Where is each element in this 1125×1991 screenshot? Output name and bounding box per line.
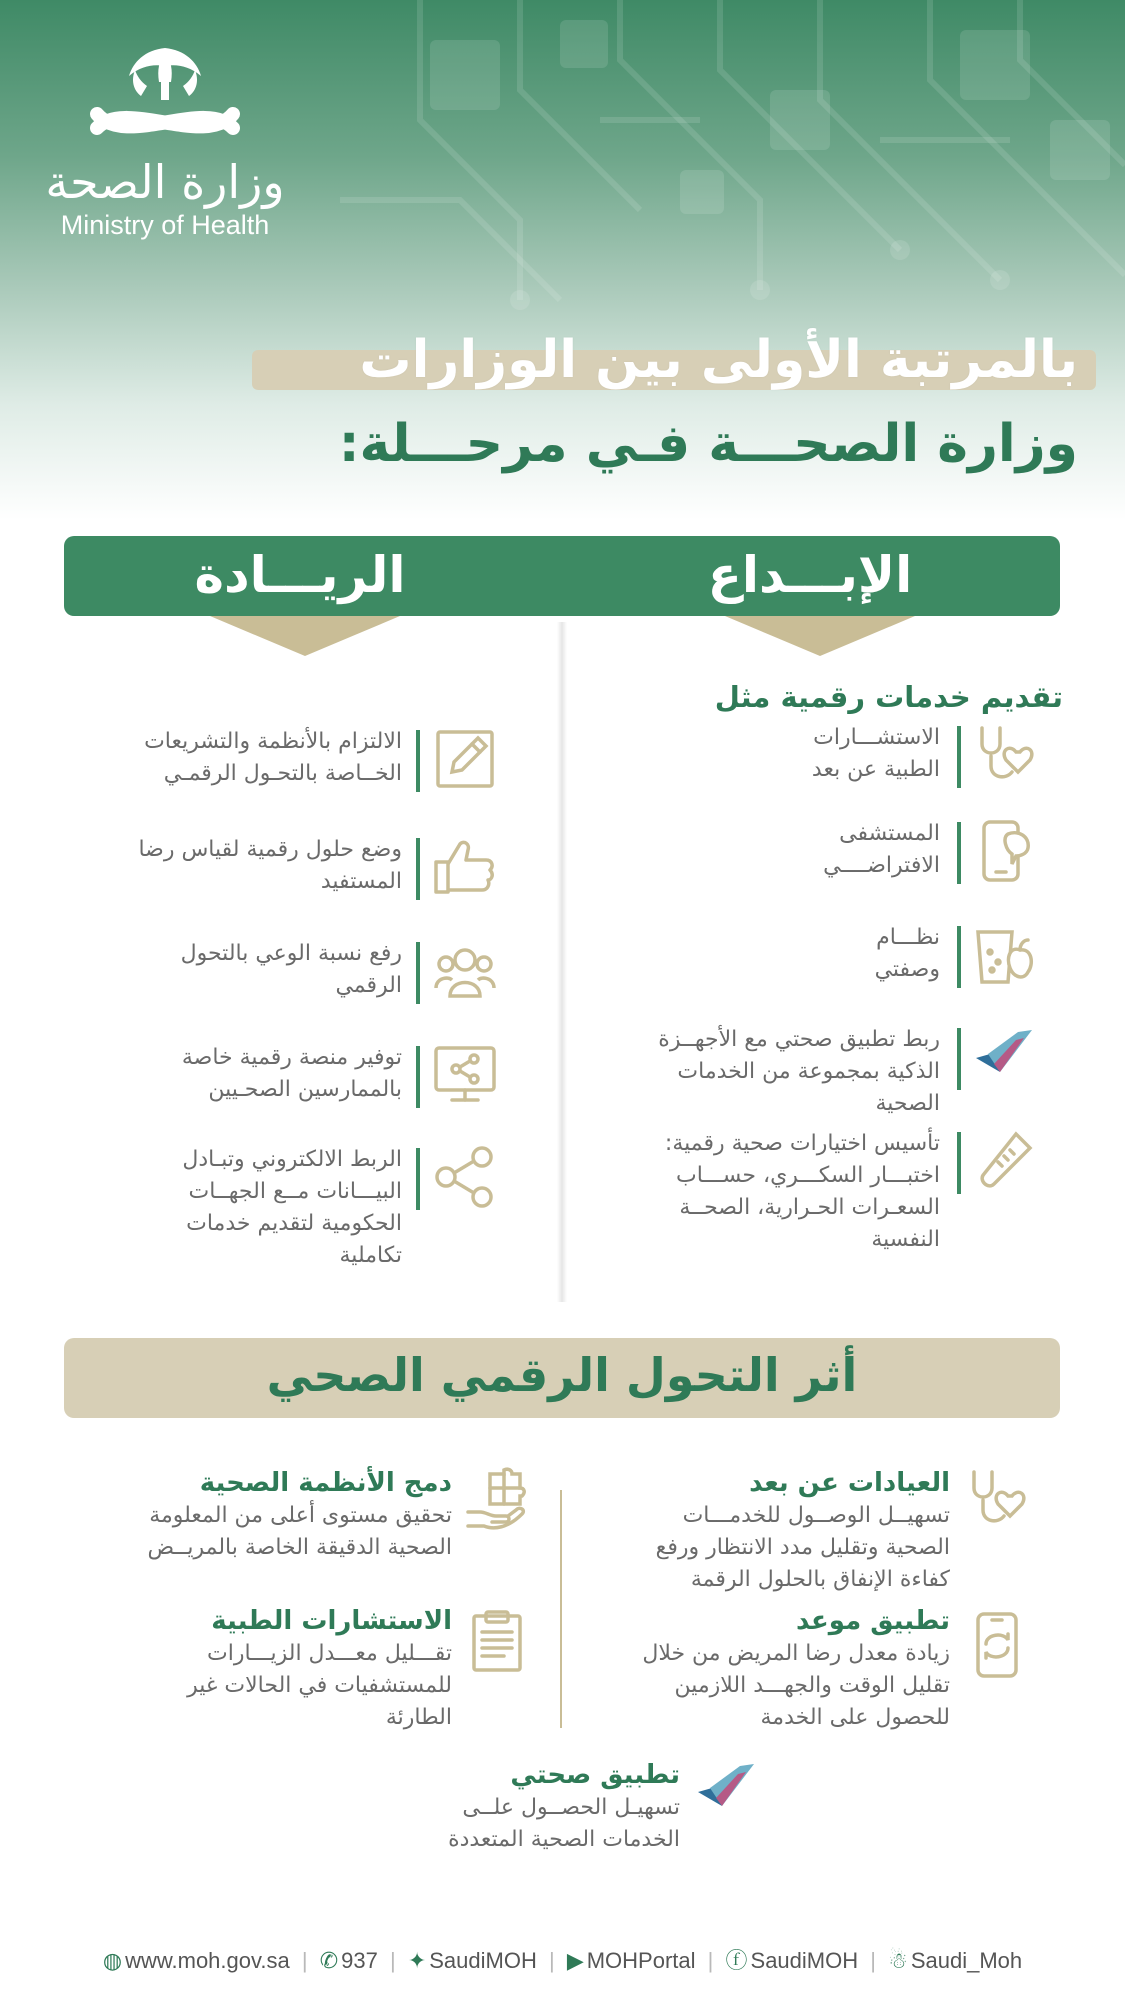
- clipboard-icon: [464, 1608, 530, 1674]
- item-text: [80, 834, 402, 898]
- list-item: [80, 726, 500, 796]
- item-accent-bar: [957, 726, 961, 788]
- impact-line: الطارئة: [385, 1705, 452, 1730]
- item-text: [600, 1128, 940, 1256]
- item-line: الذكية بمجموعة من الخدمات: [677, 1059, 940, 1084]
- list-item: [80, 834, 500, 904]
- impact-line: تقليل الوقت والجهـــد اللازمين: [674, 1673, 950, 1698]
- logo-english-text: Ministry of Health: [60, 210, 270, 240]
- logo-arabic-text: وزارة الصحة: [45, 155, 285, 209]
- impact-text: [580, 1604, 950, 1734]
- share-network-icon: [432, 1144, 498, 1210]
- item-line: ربط تطبيق صحتي مع الأجهــزة: [658, 1027, 940, 1052]
- item-line: الالتزام بالأنظمة والتشريعات: [144, 729, 402, 754]
- impact-line: تسهيـل الحصــول علــى: [462, 1795, 680, 1820]
- column-title-innovation: الإبـــداع: [707, 546, 913, 604]
- impact-text: [60, 1466, 452, 1564]
- footer-facebook-link[interactable]: SaudiMOH: [750, 1948, 859, 1973]
- phone-sync-icon: [964, 1612, 1030, 1678]
- impact-line: الصحية الدقيقة الخاصة بالمريــض: [147, 1535, 452, 1560]
- item-line: رفع نسبة الوعي بالتحول: [180, 941, 402, 966]
- smartphone-chat-icon: [972, 818, 1038, 884]
- item-line: الطبية عن بعد: [811, 757, 940, 782]
- list-item: [80, 1144, 500, 1274]
- item-line: بالممارسين الصحـيين: [208, 1077, 402, 1102]
- right-column-pointer: [725, 616, 915, 656]
- impact-divider: [560, 1490, 562, 1728]
- headline-line-1: بالمرتبة الأولى بين الوزارات: [359, 330, 1078, 390]
- impact-line: الصحية وتقليل مدد الانتظار ورفع: [655, 1535, 950, 1560]
- footer-snapchat-link[interactable]: Saudi_Moh: [910, 1948, 1023, 1973]
- item-accent-bar: [957, 1132, 961, 1194]
- list-item: [80, 938, 500, 1008]
- list-item: [80, 1042, 500, 1112]
- puzzle-hand-icon: [464, 1466, 530, 1532]
- item-text: [80, 1042, 402, 1106]
- list-item: [600, 1024, 1060, 1124]
- list-item: [600, 818, 1060, 888]
- footer-youtube-link[interactable]: MOHPortal: [586, 1948, 696, 1973]
- phone-icon: ✆: [319, 1948, 339, 1973]
- globe-icon: ◍: [102, 1948, 123, 1973]
- item-line: الاستشـــارات: [813, 725, 940, 750]
- impact-line: تحقيق مستوى أعلى من المعلومة: [149, 1503, 452, 1528]
- snapchat-icon: ☃: [888, 1948, 908, 1973]
- item-text: [620, 818, 940, 882]
- impact-line: كفاءة الإنفاق بالحلول الرقمة: [690, 1567, 950, 1592]
- item-line: الحكومية لتقديم خدمات: [186, 1211, 402, 1236]
- item-text: [80, 938, 402, 1002]
- item-line: المستفيد: [320, 869, 402, 894]
- impact-item: [580, 1604, 1030, 1734]
- youtube-icon: ▶: [566, 1948, 584, 1973]
- impact-item: [370, 1758, 770, 1858]
- item-line: توفير منصة رقمية خاصة: [181, 1045, 402, 1070]
- sehhaty-check-icon: [972, 1024, 1038, 1090]
- document-pencil-icon: [432, 726, 498, 792]
- item-accent-bar: [957, 926, 961, 988]
- impact-line: الخدمات الصحية المتعددة: [448, 1827, 680, 1852]
- footer-contacts: [0, 1944, 1125, 1984]
- item-text: [80, 726, 402, 790]
- left-column-pointer: [210, 616, 400, 656]
- item-line: تكاملية: [339, 1243, 402, 1268]
- twitter-icon: ✦: [407, 1948, 427, 1973]
- impact-line: زيادة معدل رضا المريض من خلال: [642, 1641, 950, 1666]
- item-line: المستشفى: [839, 821, 940, 846]
- facebook-icon: ⓕ: [725, 1948, 748, 1973]
- footer-phone[interactable]: 937: [341, 1948, 378, 1973]
- item-line: الافتراضــــي: [823, 853, 940, 878]
- item-accent-bar: [416, 730, 420, 792]
- impact-item-title: تطبيق موعد: [796, 1606, 950, 1636]
- thumbs-up-icon: [432, 834, 498, 900]
- item-accent-bar: [957, 1028, 961, 1090]
- item-line: وصفتي: [874, 957, 940, 982]
- headline-line-2: وزارة الصحـــة فـي مرحـــلة:: [338, 414, 1078, 474]
- footer-separator: |: [548, 1948, 555, 1973]
- item-line: الصحية: [875, 1091, 940, 1116]
- impact-text: [60, 1604, 452, 1734]
- list-item: [600, 1128, 1060, 1258]
- impact-item: [60, 1466, 530, 1566]
- impact-line: تقـــليل معـــدل الزيـــارات: [207, 1641, 452, 1666]
- footer-separator: |: [301, 1948, 308, 1973]
- item-line: الرقمي: [335, 973, 402, 998]
- item-text: [600, 1024, 940, 1120]
- impact-text: [370, 1758, 680, 1856]
- thermometer-icon: [972, 1128, 1038, 1194]
- item-line: اختبـــار السكـــري، حســـاب: [676, 1163, 940, 1188]
- item-text: [80, 1144, 402, 1272]
- impact-line: للحصول على الخدمة: [760, 1705, 950, 1730]
- impact-line: تسهيــل الوصــول للخدمـــات: [682, 1503, 950, 1528]
- item-line: نظـــام: [876, 925, 940, 950]
- item-accent-bar: [416, 942, 420, 1004]
- list-item: [600, 722, 1060, 792]
- item-line: وضع حلول رقمية لقياس رضا: [138, 837, 402, 862]
- impact-line: للمستشفيات في الحالات غير: [187, 1673, 452, 1698]
- item-accent-bar: [957, 822, 961, 884]
- impact-item-title: دمج الأنظمة الصحية: [199, 1468, 452, 1498]
- item-text: [620, 722, 940, 786]
- item-line: النفسية: [871, 1227, 940, 1252]
- columns-divider: [557, 622, 567, 1302]
- impact-item-title: تطبيق صحتي: [510, 1760, 680, 1790]
- item-accent-bar: [416, 1046, 420, 1108]
- item-line: الربط الالكتروني وتبـادل: [182, 1147, 402, 1172]
- footer-twitter-link[interactable]: SaudiMOH: [429, 1948, 537, 1973]
- footer-separator: |: [870, 1948, 876, 1973]
- stethoscope-icon: [972, 722, 1038, 788]
- item-line: تأسيس اختيارات صحية رقمية:: [664, 1131, 940, 1156]
- impact-text: [580, 1466, 950, 1596]
- impact-item: [60, 1604, 530, 1734]
- item-text: [620, 922, 940, 986]
- palm-crossed-logo-icon: [75, 40, 255, 150]
- item-accent-bar: [416, 1148, 420, 1210]
- right-column-heading: تقديم خدمات رقمية مثل: [714, 680, 1063, 714]
- impact-item-title: العيادات عن بعد: [749, 1468, 950, 1498]
- moh-logo: [40, 40, 290, 240]
- footer-separator: |: [707, 1948, 714, 1973]
- impact-item-title: الاستشارات الطبية: [211, 1606, 452, 1636]
- impact-item: [580, 1466, 1030, 1596]
- stethoscope-icon: [964, 1466, 1030, 1532]
- item-line: السعـرات الحـرارية، الصحــة: [679, 1195, 940, 1220]
- prescription-apple-icon: [972, 922, 1038, 988]
- item-line: البيـــانات مــع الجهــات: [188, 1179, 402, 1204]
- column-title-leadership: الريـــادة: [194, 546, 406, 604]
- people-group-icon: [432, 938, 498, 1004]
- impact-title: أثر التحول الرقمي الصحي: [266, 1348, 858, 1402]
- footer-website-link[interactable]: www.moh.gov.sa: [125, 1948, 290, 1973]
- item-accent-bar: [416, 838, 420, 900]
- monitor-share-icon: [432, 1042, 498, 1108]
- list-item: [600, 922, 1060, 992]
- item-line: الخــاصة بالتحـول الرقمـي: [163, 761, 402, 786]
- sehhaty-check-icon: [694, 1758, 760, 1824]
- footer-separator: |: [389, 1948, 396, 1973]
